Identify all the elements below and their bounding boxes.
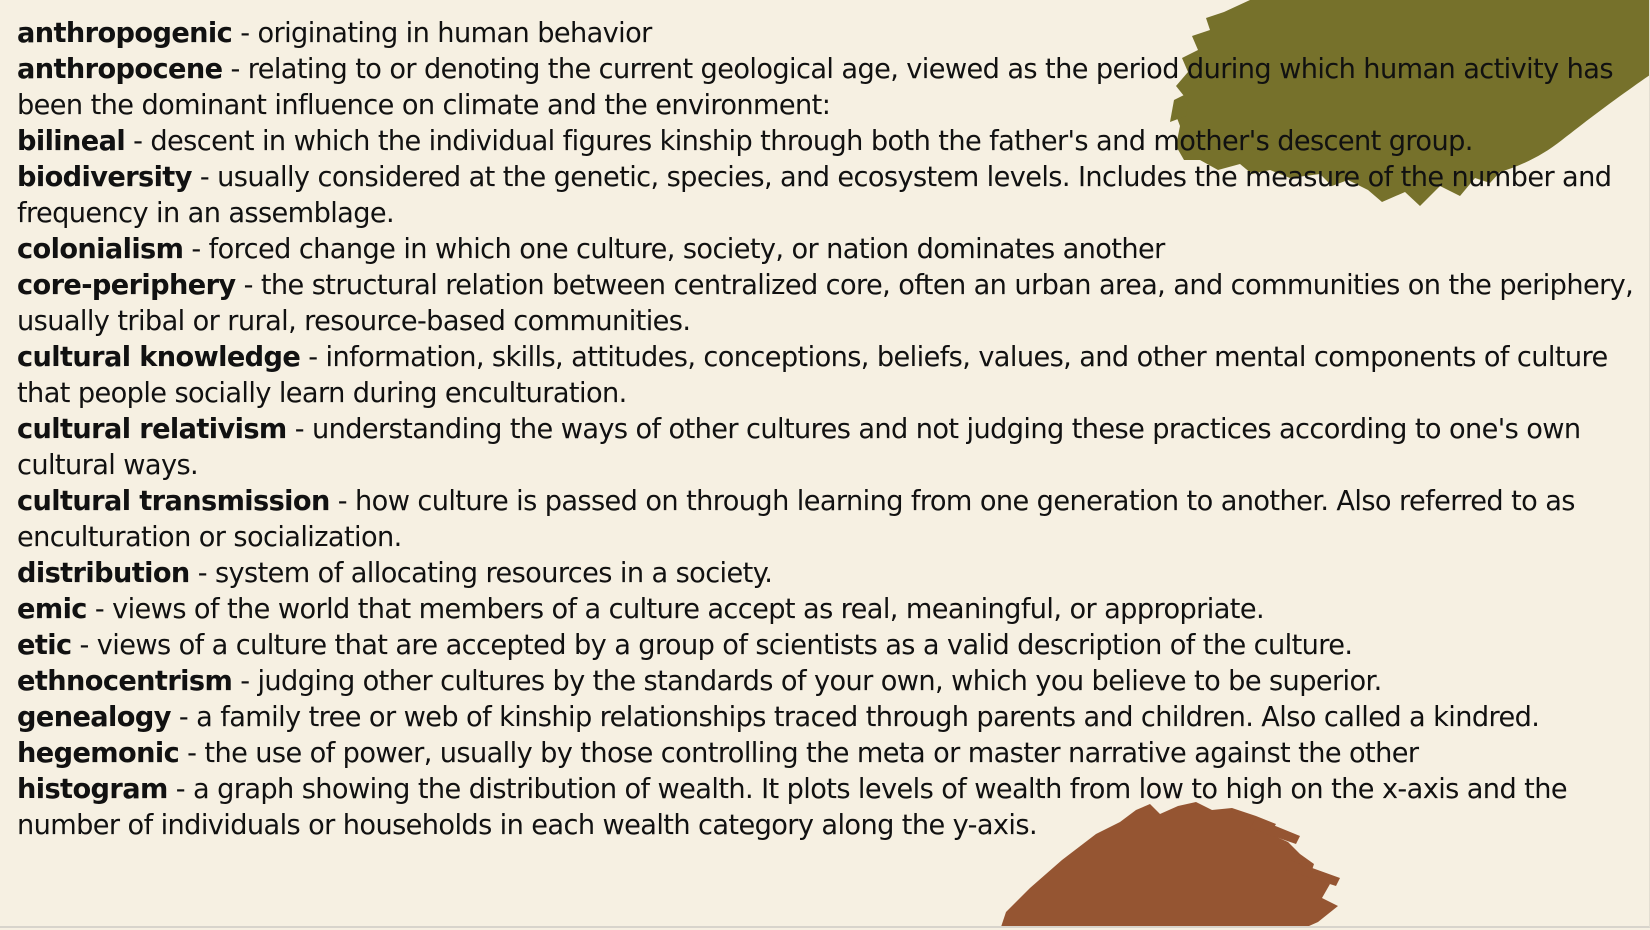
glossary-definition: how culture is passed on through learning from one generation to another. Also referred to as enculturation or socialization. (17, 486, 1575, 553)
glossary-definition: judging other cultures by the standards of your own, which you believe to be superior. (257, 666, 1382, 697)
glossary-definition: views of a culture that are accepted by a group of scientists as a valid description of the culture. (96, 630, 1353, 661)
separator: - (232, 666, 258, 697)
glossary-term: ethnocentrism (17, 666, 233, 697)
glossary-term: distribution (17, 558, 190, 589)
separator: - (329, 486, 356, 517)
glossary-definition: relating to or denoting the current geological age, viewed as the period during which human activity has been the dominant influence on climate and the environment: (17, 54, 1613, 121)
glossary-term: anthropocene (17, 54, 223, 85)
glossary-entry (17, 16, 1642, 52)
separator: - (300, 342, 326, 373)
glossary-definition: information, skills, attitudes, conceptions, beliefs, values, and other mental components of culture that people socially learn during enculturation. (17, 342, 1608, 409)
glossary-term: emic (17, 594, 87, 625)
separator: - (86, 594, 113, 625)
glossary-entry (17, 700, 1642, 736)
glossary-entry (17, 268, 1642, 340)
separator: - (232, 18, 258, 49)
glossary-definition: the use of power, usually by those controlling the meta or master narrative against the other (204, 738, 1419, 769)
separator: - (71, 630, 97, 661)
glossary-term: bilineal (17, 126, 126, 157)
glossary-entry (17, 412, 1642, 484)
glossary-entry (17, 52, 1642, 124)
glossary-definition: descent in which the individual figures kinship through both the father's and mother's descent group. (150, 126, 1473, 157)
separator: - (222, 54, 248, 85)
separator: - (125, 126, 151, 157)
separator: - (189, 558, 215, 589)
glossary-entry (17, 592, 1642, 628)
glossary-list (17, 16, 1642, 844)
glossary-entry (17, 484, 1642, 556)
glossary-definition: originating in human behavior (257, 18, 652, 49)
glossary-term: core-periphery (17, 270, 236, 301)
glossary-term: cultural transmission (17, 486, 330, 517)
glossary-entry (17, 340, 1642, 412)
separator: - (167, 774, 193, 805)
glossary-entry (17, 160, 1642, 232)
separator: - (170, 702, 197, 733)
glossary-definition: a family tree or web of kinship relationships traced through parents and children. Also called a kindred. (196, 702, 1540, 733)
glossary-definition: system of allocating resources in a society. (214, 558, 773, 589)
glossary-term: cultural knowledge (17, 342, 301, 373)
glossary-definition: the structural relation between centralized core, often an urban area, and communities on the periphery, usually tribal or rural, resource-based communities. (17, 270, 1634, 337)
separator: - (191, 162, 218, 193)
separator: - (179, 738, 205, 769)
glossary-definition: forced change in which one culture, society, or nation dominates another (208, 234, 1165, 265)
glossary-definition: views of the world that members of a culture accept as real, meaningful, or appropriate. (112, 594, 1264, 625)
glossary-definition: usually considered at the genetic, species, and ecosystem levels. Includes the measure of the number and frequency in an assemblage. (17, 162, 1612, 229)
glossary-entry (17, 556, 1642, 592)
glossary-term: hegemonic (17, 738, 180, 769)
glossary-term: colonialism (17, 234, 184, 265)
glossary-term: cultural relativism (17, 414, 287, 445)
glossary-term: histogram (17, 774, 168, 805)
glossary-entry (17, 736, 1642, 772)
glossary-entry (17, 772, 1642, 844)
glossary-entry (17, 232, 1642, 268)
glossary-term: genealogy (17, 702, 171, 733)
glossary-definition: understanding the ways of other cultures and not judging these practices according to one's own cultural ways. (17, 414, 1581, 481)
glossary-entry (17, 664, 1642, 700)
glossary-term: biodiversity (17, 162, 192, 193)
glossary-definition: a graph showing the distribution of wealth. It plots levels of wealth from low to high on the x-axis and the number of individuals or households in each wealth category along the y-axis. (17, 774, 1567, 841)
separator: - (235, 270, 261, 301)
glossary-entry (17, 628, 1642, 664)
glossary-term: etic (17, 630, 72, 661)
glossary-entry (17, 124, 1642, 160)
separator: - (183, 234, 209, 265)
glossary-term: anthropogenic (17, 18, 233, 49)
separator: - (286, 414, 312, 445)
